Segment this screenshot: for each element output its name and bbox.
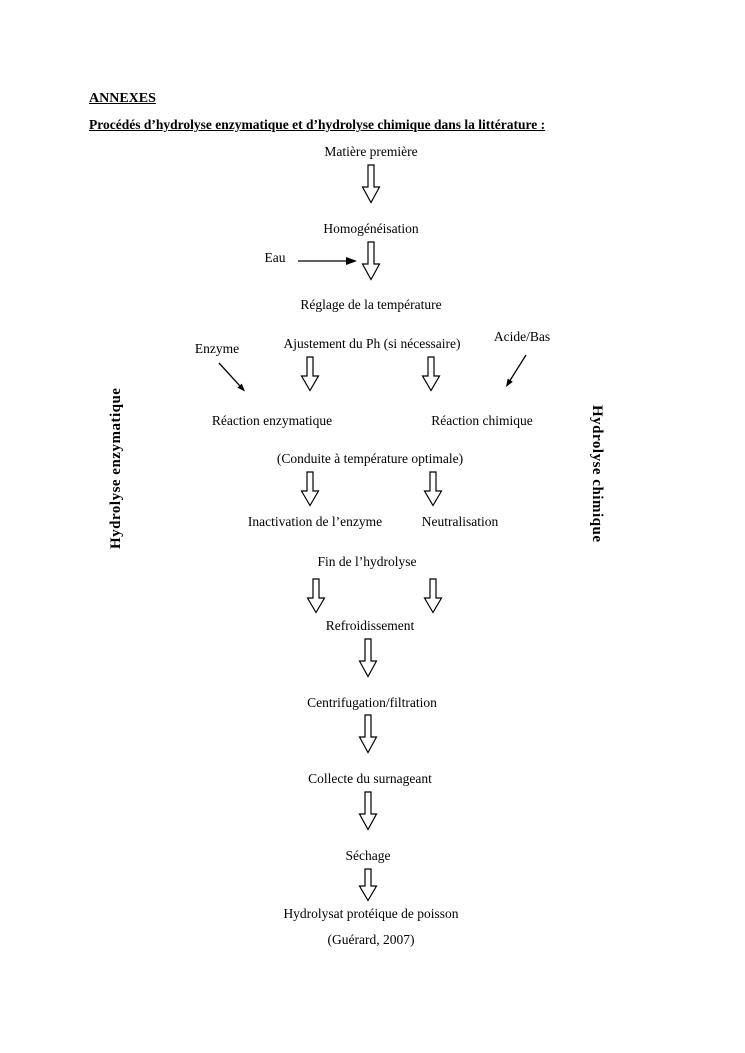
down-arrow-icon	[361, 241, 381, 281]
node-conduite-temperature: (Conduite à température optimale)	[276, 451, 464, 466]
down-arrow-icon	[300, 356, 320, 392]
node-matiere-premiere: Matière première	[324, 144, 418, 159]
node-enzyme: Enzyme	[194, 341, 240, 356]
diagonal-down-left-arrow-icon	[496, 352, 532, 392]
side-label-chemical: Hydrolyse chimique	[589, 405, 605, 543]
down-arrow-icon	[421, 356, 441, 392]
node-reglage-temperature: Réglage de la température	[300, 297, 442, 312]
node-citation: (Guérard, 2007)	[327, 932, 415, 947]
node-ajustement-ph: Ajustement du Ph (si nécessaire)	[283, 336, 461, 351]
node-hydrolysat-poisson: Hydrolysat protéique de poisson	[283, 906, 459, 921]
node-refroidissement: Refroidissement	[325, 618, 415, 633]
node-neutralisation: Neutralisation	[421, 514, 499, 529]
node-eau: Eau	[264, 250, 286, 265]
page-subtitle: Procédés d’hydrolyse enzymatique et d’hydrolyse chimique dans la littérature :	[89, 117, 546, 132]
down-arrow-icon	[358, 868, 378, 902]
down-arrow-icon	[358, 714, 378, 754]
down-arrow-icon	[361, 164, 381, 204]
node-acide-bas: Acide/Bas	[493, 329, 551, 344]
down-arrow-icon	[306, 578, 326, 614]
right-arrow-icon	[296, 255, 358, 267]
node-reaction-enzymatique: Réaction enzymatique	[211, 413, 333, 428]
node-inactivation-enzyme: Inactivation de l’enzyme	[247, 514, 383, 529]
down-arrow-icon	[358, 791, 378, 831]
down-arrow-icon	[423, 471, 443, 507]
node-sechage: Séchage	[345, 848, 391, 863]
side-label-enzymatic: Hydrolyse enzymatique	[108, 387, 124, 549]
node-centrifugation-filtration: Centrifugation/filtration	[307, 695, 437, 710]
node-collecte-surnageant: Collecte du surnageant	[308, 771, 432, 786]
page-title: ANNEXES	[89, 91, 156, 106]
down-arrow-icon	[423, 578, 443, 614]
node-homogeneisation: Homogénéisation	[323, 221, 419, 236]
diagonal-down-right-arrow-icon	[216, 360, 252, 396]
node-reaction-chimique: Réaction chimique	[431, 413, 533, 428]
down-arrow-icon	[358, 638, 378, 678]
down-arrow-icon	[300, 471, 320, 507]
node-fin-hydrolyse: Fin de l’hydrolyse	[317, 554, 417, 569]
